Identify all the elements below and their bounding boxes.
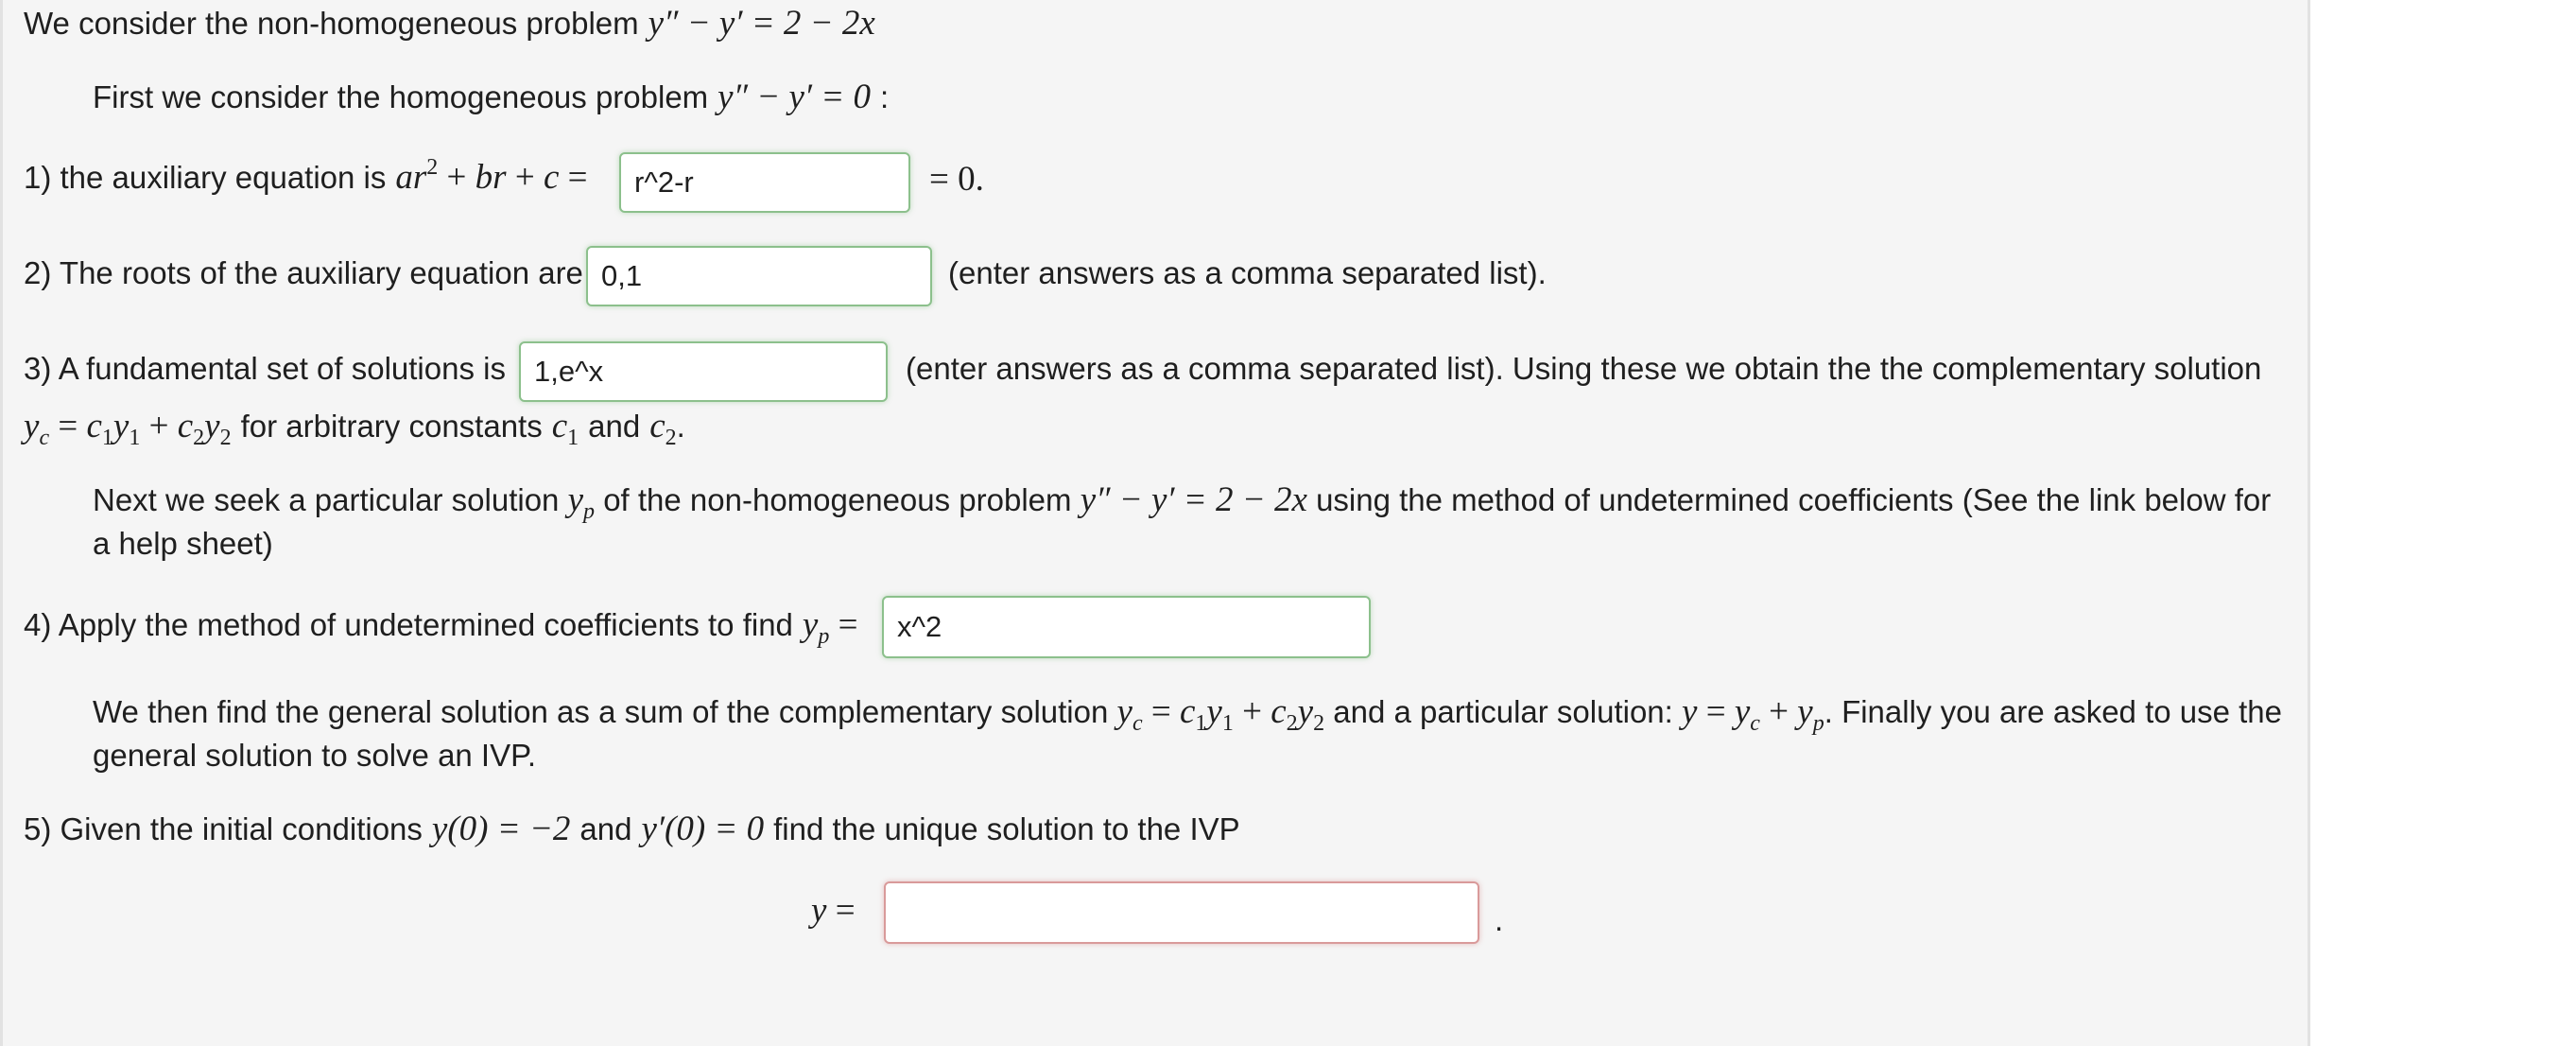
question-3-hint: (enter answers as a comma separated list). Using these we obtain the the complementary solution xyxy=(906,351,2262,386)
auxiliary-form: $ar^2$ + br + c = xyxy=(395,155,588,197)
fundamental-set-input[interactable] xyxy=(519,341,888,402)
complementary-solution-formula: $y_c = c_1y_1 + c_2y_2$ xyxy=(24,407,232,450)
initial-condition-2: y′(0) = 0 xyxy=(641,810,765,848)
question-1 xyxy=(24,155,588,198)
and-text: and xyxy=(588,409,641,444)
question-2 xyxy=(24,253,583,293)
yp-symbol: $y_p$ xyxy=(567,480,596,524)
question-5-label: 5) Given the initial conditions xyxy=(24,811,423,846)
auxiliary-equation-input[interactable] xyxy=(619,152,910,213)
homogeneous-intro xyxy=(93,78,889,117)
problem-equation: y″ − y′ = 2 − 2x xyxy=(648,4,875,43)
particular-equation: y″ − y′ = 2 − 2x xyxy=(1080,480,1307,519)
question-5-tail: find the unique solution to the IVP xyxy=(773,811,1240,846)
roots-input[interactable] xyxy=(586,246,932,306)
constant-c1: $c_1$ xyxy=(551,407,579,450)
particular-intro-text-3: using the method of undetermined coefficients (See the link below for a help sheet) xyxy=(93,482,2272,561)
ivp-solution-input[interactable] xyxy=(884,881,1479,944)
question-1-suffix: = 0. xyxy=(929,160,984,199)
general-intro-text-2: and a particular solution: xyxy=(1333,694,1673,729)
particular-intro xyxy=(93,479,2295,566)
question-5-and: and xyxy=(579,811,632,846)
question-2-hint: (enter answers as a comma separated list). xyxy=(948,255,1547,290)
particular-solution-input[interactable] xyxy=(882,596,1371,658)
homogeneous-colon: : xyxy=(879,79,890,114)
problem-statement xyxy=(24,4,875,44)
problem-statement-text: We consider the non-homogeneous problem xyxy=(24,6,639,41)
question-1-label: 1) the auxiliary equation is xyxy=(24,160,387,195)
particular-intro-text-1: Next we seek a particular solution xyxy=(93,482,560,517)
general-intro-text-1: We then find the general solution as a sum of the complementary solution xyxy=(93,694,1109,729)
general-solution-formula: $y = y_c + y_p$ xyxy=(1682,692,1824,736)
general-intro-text-3: . Finally you are asked to use the general solution to solve an IVP. xyxy=(93,694,2283,773)
question-5-suffix: . xyxy=(1495,902,1504,937)
complementary-solution-line: $y_c = c_1y_1 + c_2y_2$ for arbitrary constants $c_1$ and $c_2$ . xyxy=(24,407,685,450)
homogeneous-equation: y″ − y′ = 0 xyxy=(717,78,871,116)
initial-condition-1: y(0) = −2 xyxy=(431,810,571,848)
homogeneous-intro-text: First we consider the homogeneous problem xyxy=(93,79,709,114)
arbitrary-constants-text: for arbitrary constants xyxy=(240,409,543,444)
question-3-label: 3) A fundamental set of solutions is xyxy=(24,351,506,386)
general-intro xyxy=(93,690,2295,777)
y-equals-label: y = xyxy=(811,891,856,930)
question-2-label: 2) The roots of the auxiliary equation are xyxy=(24,255,583,290)
general-complementary-formula: $y_c = c_1y_1 + c_2y_2$ xyxy=(1116,692,1325,736)
yp-equals: $y_p$ = xyxy=(802,605,858,649)
question-5 xyxy=(24,810,1240,849)
question-4 xyxy=(24,605,858,649)
particular-intro-text-2: of the non-homogeneous problem xyxy=(603,482,1072,517)
constant-c2: $c_2$ xyxy=(649,407,677,450)
question-3 xyxy=(24,349,506,389)
question-4-label: 4) Apply the method of undetermined coefficients to find xyxy=(24,607,793,642)
